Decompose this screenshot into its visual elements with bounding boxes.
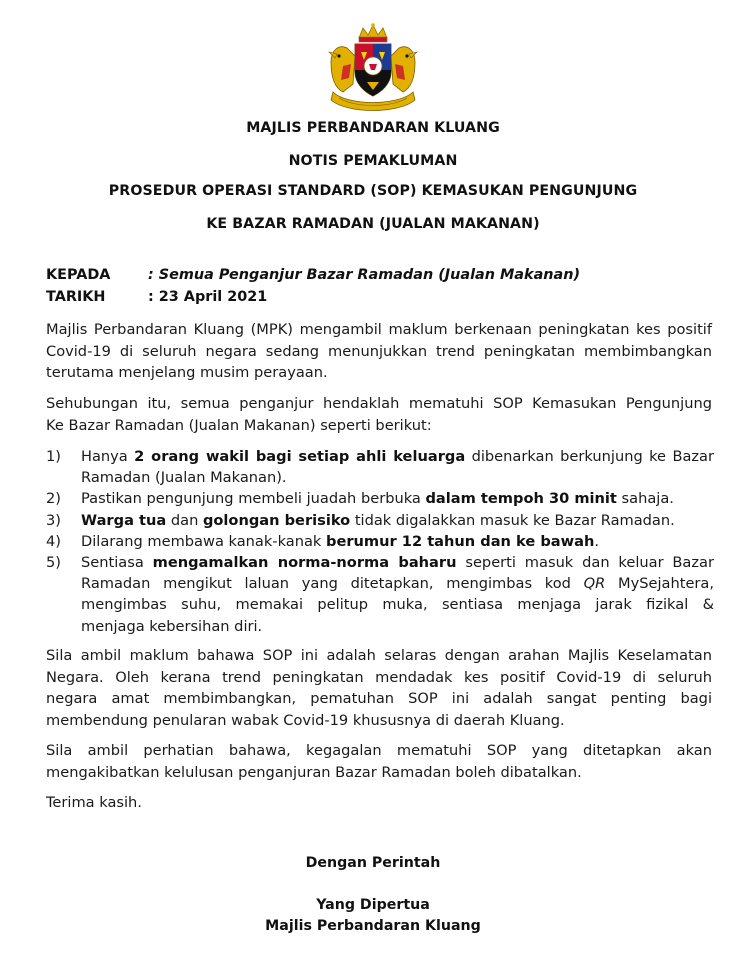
paragraph-line: Sila ambil perhatian bahawa, kegagalan mematuhi SOP yang ditetapkan akan [46, 742, 712, 759]
paragraph-line: Covid-19 di seluruh negara sedang menunjukkan trend peningkatan membimbangkan [46, 342, 712, 360]
paragraph-line: negara amat membimbangkan, pematuhan SOP ini adalah sangat penting bagi [46, 690, 712, 707]
meta-to-label: KEPADA [46, 267, 111, 283]
meta-date-label: TARIKH [46, 289, 106, 305]
list-number: 4) [46, 532, 61, 550]
list-text: Pastikan pengunjung membeli juadah berbuka [81, 490, 426, 508]
closing-thanks [46, 792, 712, 814]
paragraph-line: Negara. Oleh kerana trend peningkatan mendadak kes positif Covid-19 di seluruh [46, 668, 712, 686]
list-line [81, 510, 714, 531]
list-item [46, 446, 714, 488]
list-text: seperti masuk dan keluar Bazar [456, 554, 714, 572]
list-text: sahaja. [616, 490, 674, 508]
shield-icon [355, 44, 391, 96]
paragraph-line: Sehubungan itu, semua penganjur hendaklah mematuhi SOP Kemasukan Pengunjung [46, 395, 712, 412]
paragraph-line: Ke Bazar Ramadan (Jualan Makanan) seperti berikut: [46, 416, 432, 434]
list-text: dan [166, 511, 203, 529]
list-text: . [594, 532, 599, 550]
list-text: Hanya [81, 448, 135, 465]
list-line [81, 446, 714, 467]
paragraph-line: mengakibatkan kelulusan penganjuran Bazar Ramadan boleh dibatalkan. [46, 763, 582, 781]
meta-date-value: : 23 April 2021 [148, 289, 268, 305]
list-line: mengimbas suhu, memakai pelitup muka, sentiasa menjaga jarak fizikal & [81, 596, 714, 614]
header-notice-title: NOTIS PEMAKLUMAN [288, 153, 458, 169]
list-emphasis: mengamalkan norma-norma baharu [152, 554, 457, 572]
list-line: Ramadan (Jualan Makanan). [81, 469, 287, 487]
crest-emblem-icon [325, 22, 421, 114]
list-text: dibenarkan berkunjung ke Bazar [465, 448, 715, 465]
crown-icon [359, 23, 387, 42]
meta-date-row [46, 289, 267, 305]
right-supporter-icon [391, 47, 417, 92]
list-emphasis: golongan berisiko [202, 511, 351, 529]
left-supporter-icon [329, 47, 355, 92]
list-item [46, 488, 714, 509]
list-text: MySejahtera, [605, 575, 715, 593]
list-line [81, 488, 714, 509]
paragraph-intro [46, 319, 712, 384]
meta-to-value: : Semua Penganjur Bazar Ramadan (Jualan Makanan) [148, 267, 581, 283]
paragraph-line: Terima kasih. [46, 794, 142, 811]
meta-to-row [46, 267, 580, 283]
list-emphasis: dalam tempoh 30 minit [425, 490, 617, 508]
list-italic: QR [583, 575, 606, 593]
list-number: 5) [46, 554, 61, 572]
paragraph-council-directive [46, 645, 712, 731]
list-number: 2) [46, 490, 61, 508]
list-line [81, 573, 714, 594]
list-item [46, 510, 714, 531]
paragraph-warning [46, 740, 712, 783]
header-sop-title-line2: KE BAZAR RAMADAN (JUALAN MAKANAN) [206, 216, 540, 232]
list-text: Sentiasa [81, 554, 153, 572]
signature-title: Yang Dipertua [316, 897, 430, 913]
list-text: Dilarang membawa kanak-kanak [81, 532, 326, 550]
paragraph-line: Sila ambil maklum bahawa SOP ini adalah selaras dengan arahan Majlis Keselamatan [46, 647, 712, 664]
paragraph-sop-intro [46, 393, 712, 436]
list-number: 1) [46, 448, 61, 465]
list-line: menjaga kebersihan diri. [81, 617, 263, 635]
header-council-name: MAJLIS PERBANDARAN KLUANG [246, 120, 500, 136]
list-line [81, 531, 714, 552]
list-emphasis: Warga tua [81, 511, 167, 529]
list-item [46, 552, 714, 637]
list-line [81, 552, 714, 573]
list-emphasis: 2 orang wakil bagi setiap ahli keluarga [134, 448, 466, 465]
council-crest-logo [325, 22, 421, 114]
paragraph-line: membendung penularan wabak Covid-19 khususnya di daerah Kluang. [46, 711, 565, 729]
list-text: tidak digalakkan masuk ke Bazar Ramadan. [350, 511, 675, 529]
list-emphasis: berumur 12 tahun dan ke bawah [326, 532, 595, 550]
sop-list [46, 446, 714, 637]
list-text: Ramadan mengikut laluan yang ditetapkan, mengimbas kod [81, 575, 584, 593]
signature-by-order: Dengan Perintah [305, 855, 441, 871]
paragraph-line: Majlis Perbandaran Kluang (MPK) mengambil maklum berkenaan peningkatan kes positif [46, 321, 712, 338]
header-sop-title-line1: PROSEDUR OPERASI STANDARD (SOP) KEMASUKAN PENGUNJUNG [108, 183, 638, 199]
paragraph-line: terutama menjelang musim perayaan. [46, 364, 328, 381]
signature-council-name: Majlis Perbandaran Kluang [265, 918, 481, 934]
list-number: 3) [46, 511, 61, 529]
list-item [46, 531, 714, 552]
